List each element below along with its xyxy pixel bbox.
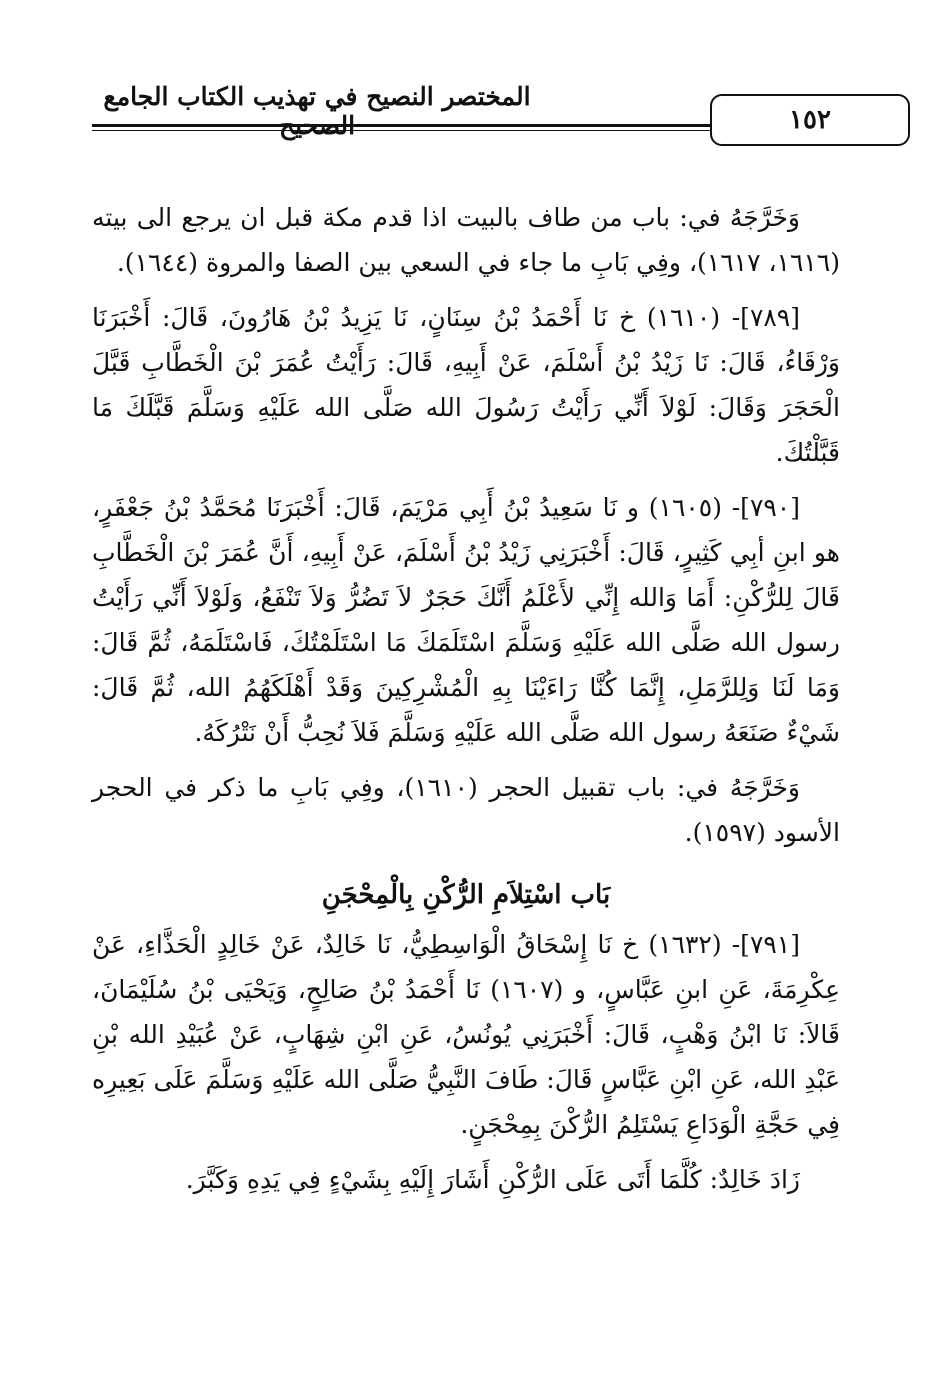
page-body: [92, 195, 840, 1212]
hadith-789: [٧٨٩]- (١٦١٠) خ نَا أَحْمَدُ بْنُ سِنَانٍ، نَا يَزِيدُ بْنُ هَارُونَ، قَالَ: أَخْبَرَنَا وَرْقَاءُ، قَالَ: نَا زَيْدُ بْنُ أَسْلَمَ، عَنْ أَبِيهِ، قَالَ: رَأَيْتُ عُمَرَ بْنَ الْخَطَّابِ قَبَّلَ الْحَجَرَ وَقَالَ: لَوْلاَ أَنِّي رَأَيْتُ رَسُولَ الله صَلَّى الله عَلَيْهِ وَسَلَّمَ قَبَّلَكَ مَا قَبَّلْتُكَ.: [92, 303, 840, 467]
hadith-791: [٧٩١]- (١٦٣٢) خ نَا إِسْحَاقُ الْوَاسِطِيُّ، نَا خَالِدٌ، عَنْ خَالِدٍ الْحَذَّاءِ، عَنْ عِكْرِمَةَ، عَنِ ابنِ عَبَّاسٍ، و (١٦٠٧) نَا أَحْمَدُ بْنُ صَالِحٍ، وَيَحْيَى بْنُ سُلَيْمَانَ، قَالاَ: نَا ابْنُ وَهْبٍ، قَالَ: أَخْبَرَنِي يُونُسُ، عَنِ ابْنِ شِهَابٍ، عَنْ عُبَيْدِ الله بْنِ عَبْدِ الله، عَنِ ابْنِ عَبَّاسٍ قَالَ: طَافَ النَّبِيُّ صَلَّى الله عَلَيْهِ وَسَلَّمَ عَلَى بَعِيرِه فِي حَجَّةِ الْوَدَاعِ يَسْتَلِمُ الرُّكْنَ بِمِحْجَنٍ.: [92, 930, 840, 1139]
page-number: ١٥٢: [710, 94, 910, 146]
paragraph-takhrij-2: وَخَرَّجَهُ في: باب تقبيل الحجر (١٦١٠)، وفِي بَابِ ما ذكر في الحجر الأسود (١٥٩٧).: [92, 773, 840, 847]
hadith-790: [٧٩٠]- (١٦٠٥) و نَا سَعِيدُ بْنُ أَبِي مَرْيَمَ، قَالَ: أَخْبَرَنَا مُحَمَّدُ بْنُ جَعْفَرٍ، هو ابنِ أبِي كَثِيرٍ، قَالَ: أَخْبَرَنِي زَيْدُ بْنُ أَسْلَمَ، عَنْ أَبِيهِ، أَنَّ عُمَرَ بْنَ الْخَطَّابِ قَالَ لِلرُّكْنِ: أَمَا وَالله إِنِّي لأَعْلَمُ أَنَّكَ حَجَرٌ لاَ تَضُرُّ وَلاَ تَنْفَعُ، وَلَوْلاَ أَنِّي رَأَيْتُ رسول الله صَلَّى الله عَلَيْهِ وَسَلَّمَ اسْتَلَمَكَ مَا اسْتَلَمْتُكَ، فَاسْتَلَمَهُ، ثُمَّ قَالَ: وَمَا لَنَا وَلِلرَّمَلِ، إِنَّمَا كُنَّا رَاءَيْنَا بِهِ الْمُشْرِكِينَ وَقَدْ أَهْلَكَهُمُ الله، ثُمَّ قَالَ: شَيْءٌ صَنَعَهُ رسول الله صَلَّى الله عَلَيْهِ وَسَلَّمَ فَلاَ نُحِبُّ أَنْ نَتْرُكَهُ.: [92, 493, 840, 747]
page-header: [92, 72, 852, 162]
header-rule: [92, 124, 712, 127]
header-rule-thin: [92, 130, 712, 131]
section-heading: بَاب اسْتِلاَمِ الرُّكْنِ بِالْمِحْجَنِ: [321, 880, 611, 910]
paragraph-addition: زَادَ خَالِدٌ: كُلَّمَا أَتَى عَلَى الرُّكْنِ أَشَارَ إِلَيْهِ بِشَيْءٍ فِي يَدِهِ وَكَبَّرَ.: [185, 1165, 800, 1194]
book-title: المختصر النصيح في تهذيب الكتاب الجامع الصحيح: [103, 82, 531, 140]
paragraph-takhrij-1: وَخَرَّجَهُ في: باب من طاف بالبيت اذا قدم مكة قبل ان يرجع الى بيته (١٦١٦، ١٦١٧)، وفِي بَابِ ما جاء في السعي بين الصفا والمروة (١٦٤٤).: [92, 203, 840, 277]
